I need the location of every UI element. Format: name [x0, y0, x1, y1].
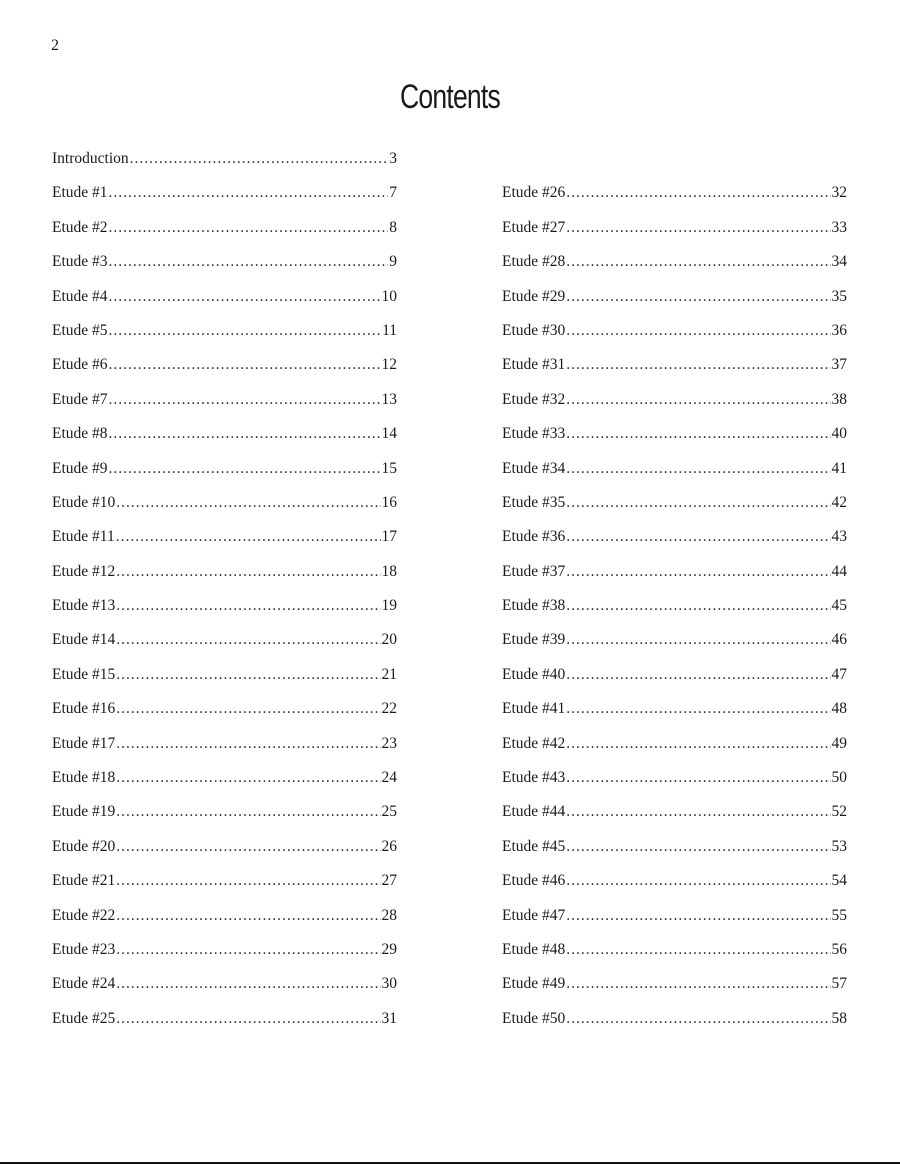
- toc-entry-page: 15: [381, 459, 397, 477]
- toc-entry-label: Etude #19: [52, 803, 116, 821]
- dot-leader: [116, 872, 380, 890]
- toc-entry[interactable]: [502, 391, 847, 425]
- toc-entry[interactable]: [502, 907, 847, 941]
- toc-entry-label: Etude #32: [502, 390, 566, 408]
- toc-entry[interactable]: [502, 700, 847, 734]
- toc-entry-label: Etude #10: [52, 493, 116, 511]
- toc-entry-label: Etude #36: [502, 528, 566, 546]
- toc-entry-label: Etude #23: [52, 940, 116, 958]
- toc-entry-page: 38: [831, 390, 847, 408]
- toc-entry-page: 7: [389, 184, 397, 202]
- dot-leader: [116, 700, 380, 718]
- toc-entry-label: Etude #40: [502, 665, 566, 683]
- toc-entry[interactable]: [52, 769, 397, 803]
- dot-leader: [116, 494, 380, 512]
- toc-entry-label: Etude #7: [52, 390, 108, 408]
- toc-entry-page: 10: [381, 287, 397, 305]
- dot-leader: [566, 735, 830, 753]
- toc-entry[interactable]: [502, 253, 847, 287]
- toc-entry-label: Etude #39: [502, 631, 566, 649]
- dot-leader: [566, 494, 830, 512]
- dot-leader: [109, 253, 389, 271]
- dot-leader: [566, 907, 830, 925]
- toc-entry-page: 57: [831, 975, 847, 993]
- toc-entry[interactable]: [52, 356, 397, 390]
- dot-leader: [566, 219, 830, 237]
- toc-entry-label: Etude #3: [52, 253, 108, 271]
- toc-entry-page: 25: [381, 803, 397, 821]
- dot-leader: [116, 563, 380, 581]
- toc-entry-page: 19: [381, 597, 397, 615]
- dot-leader: [566, 769, 830, 787]
- toc-entry[interactable]: [502, 803, 847, 837]
- toc-entry[interactable]: [502, 184, 847, 218]
- toc-entry-label: Etude #6: [52, 356, 108, 374]
- toc-entry[interactable]: [502, 322, 847, 356]
- toc-entry-label: Etude #48: [502, 940, 566, 958]
- toc-entry-page: 12: [381, 356, 397, 374]
- dot-leader: [109, 460, 381, 478]
- toc-entry-page: 3: [389, 150, 397, 167]
- dot-leader: [109, 356, 381, 374]
- toc-entry-page: 36: [831, 321, 847, 339]
- toc-entry[interactable]: [502, 528, 847, 562]
- dot-leader: [566, 838, 830, 856]
- toc-entry-label: Etude #33: [502, 425, 566, 443]
- toc-entry-page: 49: [831, 734, 847, 752]
- toc-entry[interactable]: [52, 803, 397, 837]
- toc-entry-label: Etude #49: [502, 975, 566, 993]
- toc-entry-page: 41: [831, 459, 847, 477]
- toc-entry-page: 30: [381, 975, 397, 993]
- toc-entry[interactable]: [52, 838, 397, 872]
- dot-leader: [566, 631, 830, 649]
- toc-entry-page: 20: [381, 631, 397, 649]
- toc-entry[interactable]: [52, 528, 397, 562]
- toc-entry-page: 32: [831, 184, 847, 202]
- toc-entry[interactable]: [52, 1010, 397, 1044]
- toc-entry[interactable]: [52, 700, 397, 734]
- toc-entry[interactable]: [52, 907, 397, 941]
- dot-leader: [116, 631, 380, 649]
- dot-leader: [116, 735, 380, 753]
- dot-leader: [109, 184, 389, 202]
- toc-entry[interactable]: [52, 563, 397, 597]
- dot-leader: [109, 288, 381, 306]
- dot-leader: [116, 941, 380, 959]
- toc-entry-page: 26: [381, 837, 397, 855]
- toc-entry-label: Etude #17: [52, 734, 116, 752]
- toc-entry[interactable]: [502, 975, 847, 1009]
- toc-entry-label: Etude #27: [502, 218, 566, 236]
- toc-entry-label: Etude #26: [502, 184, 566, 202]
- toc-entry[interactable]: [52, 322, 397, 356]
- dot-leader: [566, 391, 830, 409]
- toc-entry-page: 56: [831, 940, 847, 958]
- toc-entry-page: 29: [381, 940, 397, 958]
- toc-entry-page: 22: [381, 700, 397, 718]
- toc-entry-label: Etude #37: [502, 562, 566, 580]
- dot-leader: [566, 941, 830, 959]
- toc-entry-label: Etude #8: [52, 425, 108, 443]
- toc-entry-label: Etude #5: [52, 321, 108, 339]
- toc-entry-page: 40: [831, 425, 847, 443]
- toc-entry-page: 34: [831, 253, 847, 271]
- toc-entry-label: Etude #42: [502, 734, 566, 752]
- toc-entry[interactable]: [52, 597, 397, 631]
- toc-entry-label: Etude #4: [52, 287, 108, 305]
- toc-entry-page: 33: [831, 218, 847, 236]
- toc-entry[interactable]: [52, 460, 397, 494]
- toc-entry-label: Etude #34: [502, 459, 566, 477]
- toc-entry-page: 55: [831, 906, 847, 924]
- toc-entry[interactable]: [502, 872, 847, 906]
- toc-entry-page: 50: [831, 769, 847, 787]
- toc-entry[interactable]: [52, 391, 397, 425]
- toc-entry-label: Etude #9: [52, 459, 108, 477]
- dot-leader: [566, 975, 830, 993]
- dot-leader: [566, 253, 830, 271]
- dot-leader: [566, 1010, 830, 1028]
- dot-leader: [566, 356, 830, 374]
- page-number: 2: [51, 37, 59, 54]
- toc-entry[interactable]: [52, 666, 397, 700]
- toc-entry[interactable]: [52, 494, 397, 528]
- toc-entry[interactable]: [502, 563, 847, 597]
- toc-entry-label: Etude #2: [52, 218, 108, 236]
- toc-entry[interactable]: [52, 219, 397, 253]
- dot-leader: [116, 838, 380, 856]
- toc-entry-page: 58: [831, 1009, 847, 1027]
- toc-entry[interactable]: [52, 941, 397, 975]
- page-title: Contents: [400, 78, 500, 116]
- toc-entry-page: 27: [381, 872, 397, 890]
- toc-entry-label: Etude #47: [502, 906, 566, 924]
- toc-entry[interactable]: [502, 631, 847, 665]
- toc-entry[interactable]: [502, 769, 847, 803]
- toc-entry-label: Etude #1: [52, 184, 108, 202]
- dot-leader: [566, 425, 830, 443]
- toc-entry-page: 48: [831, 700, 847, 718]
- toc-entry-label: Etude #14: [52, 631, 116, 649]
- toc-entry-page: 18: [381, 562, 397, 580]
- dot-leader: [566, 563, 830, 581]
- dot-leader: [116, 803, 380, 821]
- dot-leader: [116, 666, 380, 684]
- toc-entry-label: Etude #22: [52, 906, 116, 924]
- toc-entry[interactable]: [502, 494, 847, 528]
- toc-left-column: [52, 150, 397, 1044]
- toc-entry[interactable]: [52, 872, 397, 906]
- toc-entry-label: Etude #21: [52, 872, 116, 890]
- dot-leader: [109, 219, 389, 237]
- toc-entry-label: Etude #18: [52, 769, 116, 787]
- dot-leader: [566, 872, 830, 890]
- toc-entry-page: 47: [831, 665, 847, 683]
- toc-entry-label: Etude #41: [502, 700, 566, 718]
- toc-entry-page: 46: [831, 631, 847, 649]
- toc-entry-page: 31: [381, 1009, 397, 1027]
- toc-entry-label: Etude #24: [52, 975, 116, 993]
- toc-right-column: [502, 184, 847, 1044]
- toc-entry-label: Etude #12: [52, 562, 116, 580]
- toc-entry-label: Etude #20: [52, 837, 116, 855]
- toc-entry[interactable]: [52, 150, 397, 184]
- dot-leader: [566, 184, 830, 202]
- toc-entry[interactable]: [502, 941, 847, 975]
- dot-leader: [566, 528, 830, 546]
- toc-entry[interactable]: [502, 460, 847, 494]
- dot-leader: [566, 666, 830, 684]
- toc-entry[interactable]: [502, 356, 847, 390]
- toc-entry[interactable]: [52, 288, 397, 322]
- toc-entry[interactable]: [52, 631, 397, 665]
- toc-entry-page: 42: [831, 493, 847, 511]
- toc-entry[interactable]: [502, 666, 847, 700]
- toc-entry-label: Etude #45: [502, 837, 566, 855]
- dot-leader: [566, 803, 830, 821]
- toc-entry-page: 8: [389, 218, 397, 236]
- toc-entry[interactable]: [502, 288, 847, 322]
- toc-entry-label: Introduction: [52, 150, 129, 167]
- toc-entry-page: 11: [382, 321, 397, 339]
- toc-entry-label: Etude #28: [502, 253, 566, 271]
- toc-entry-page: 44: [831, 562, 847, 580]
- dot-leader: [566, 460, 830, 478]
- dot-leader: [116, 1010, 380, 1028]
- dot-leader: [109, 425, 381, 443]
- dot-leader: [566, 700, 830, 718]
- toc-entry[interactable]: [502, 425, 847, 459]
- toc-entry-label: Etude #50: [502, 1009, 566, 1027]
- toc-entry[interactable]: [52, 975, 397, 1009]
- toc-entry-page: 9: [389, 253, 397, 271]
- toc-entry-label: Etude #35: [502, 493, 566, 511]
- toc-entry-label: Etude #38: [502, 597, 566, 615]
- toc-entry-label: Etude #16: [52, 700, 116, 718]
- toc-entry[interactable]: [502, 838, 847, 872]
- dot-leader: [109, 322, 382, 340]
- toc-entry[interactable]: [502, 219, 847, 253]
- dot-leader: [116, 528, 381, 546]
- dot-leader: [566, 597, 830, 615]
- toc-entry-page: 14: [381, 425, 397, 443]
- toc-entry[interactable]: [52, 253, 397, 287]
- toc-entry-label: Etude #46: [502, 872, 566, 890]
- toc-entry-page: 45: [831, 597, 847, 615]
- toc-entry-label: Etude #44: [502, 803, 566, 821]
- dot-leader: [116, 975, 380, 993]
- toc-entry[interactable]: [502, 597, 847, 631]
- toc-entry-page: 21: [381, 665, 397, 683]
- toc-entry-label: Etude #13: [52, 597, 116, 615]
- toc-entry[interactable]: [52, 184, 397, 218]
- toc-entry-page: 37: [831, 356, 847, 374]
- toc-entry-page: 52: [831, 803, 847, 821]
- toc-entry-page: 13: [381, 390, 397, 408]
- dot-leader: [566, 322, 830, 340]
- toc-entry-label: Etude #11: [52, 528, 115, 546]
- toc-entry-label: Etude #15: [52, 665, 116, 683]
- toc-entry-page: 54: [831, 872, 847, 890]
- toc-entry-label: Etude #31: [502, 356, 566, 374]
- toc-entry-page: 24: [381, 769, 397, 787]
- toc-entry-page: 17: [381, 528, 397, 546]
- dot-leader: [116, 597, 380, 615]
- toc-entry-page: 35: [831, 287, 847, 305]
- dot-leader: [109, 391, 381, 409]
- toc-entry-label: Etude #30: [502, 321, 566, 339]
- dot-leader: [566, 288, 830, 306]
- toc-entry[interactable]: [502, 735, 847, 769]
- dot-leader: [116, 907, 380, 925]
- dot-leader: [116, 769, 380, 787]
- toc-entry-label: Etude #25: [52, 1009, 116, 1027]
- toc-entry-page: 43: [831, 528, 847, 546]
- toc-entry[interactable]: [52, 425, 397, 459]
- dot-leader: [130, 150, 389, 168]
- toc-entry-page: 53: [831, 837, 847, 855]
- toc-entry-page: 28: [381, 906, 397, 924]
- toc-entry-page: 23: [381, 734, 397, 752]
- toc-entry-label: Etude #29: [502, 287, 566, 305]
- toc-entry-page: 16: [381, 493, 397, 511]
- toc-entry[interactable]: [502, 1010, 847, 1044]
- toc-entry-label: Etude #43: [502, 769, 566, 787]
- toc-entry[interactable]: [52, 735, 397, 769]
